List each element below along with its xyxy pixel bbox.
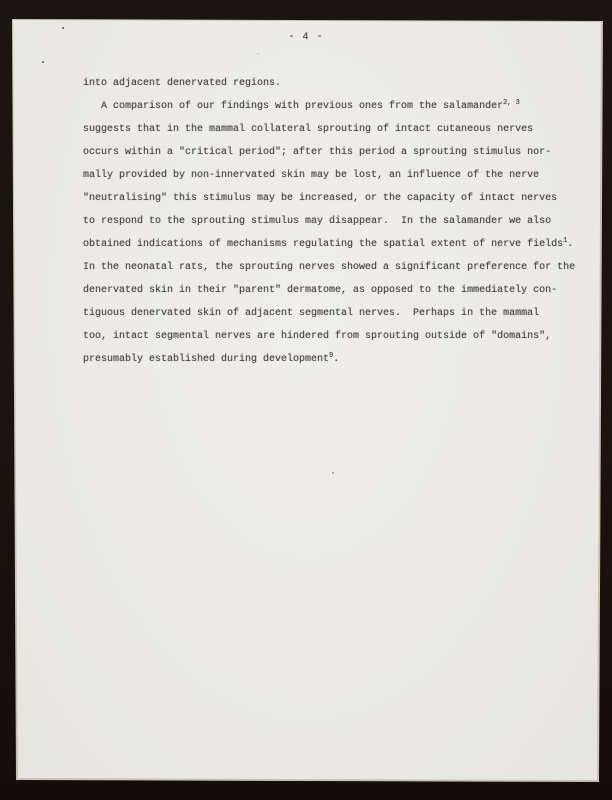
paper-speck — [332, 472, 334, 474]
text-line: "neutralising" this stimulus may be increased, or the capacity of intact nerves — [83, 193, 558, 204]
text-line: A comparison of our findings with previous ones from the salamander$^{2, 3}$ — [83, 98, 520, 112]
text-line: occurs within a "critical period"; after this period a sprouting stimulus nor- — [83, 147, 552, 158]
text-line: presumably established during development$^9$. — [83, 351, 340, 365]
page-number: - 4 - — [288, 32, 324, 43]
body-text — [83, 72, 588, 371]
text-line: mally provided by non-innervated skin may be lost, an influence of the nerve — [83, 170, 540, 181]
text-line: to respond to the sprouting stimulus may disappear. In the salamander we also — [83, 216, 552, 227]
paper-speck — [62, 27, 64, 29]
text-line: suggests that in the mammal collateral sprouting of intact cutaneous nerves — [83, 124, 534, 135]
text-line: In the neonatal rats, the sprouting nerves showed a significant preference for the — [83, 262, 576, 273]
text-line: too, intact segmental nerves are hindered from sprouting outside of "domains", — [83, 331, 552, 342]
text-line: tiguous denervated skin of adjacent segmental nerves. Perhaps in the mammal — [83, 308, 540, 319]
paper-speck — [257, 53, 259, 54]
text-line: denervated skin in their "parent" dermatome, as opposed to the immediately con- — [83, 285, 558, 296]
paper-speck — [42, 61, 44, 63]
text-line: into adjacent denervated regions. — [83, 78, 282, 89]
text-line: obtained indications of mechanisms regulating the spatial extent of nerve fields$^1$. — [83, 236, 574, 250]
